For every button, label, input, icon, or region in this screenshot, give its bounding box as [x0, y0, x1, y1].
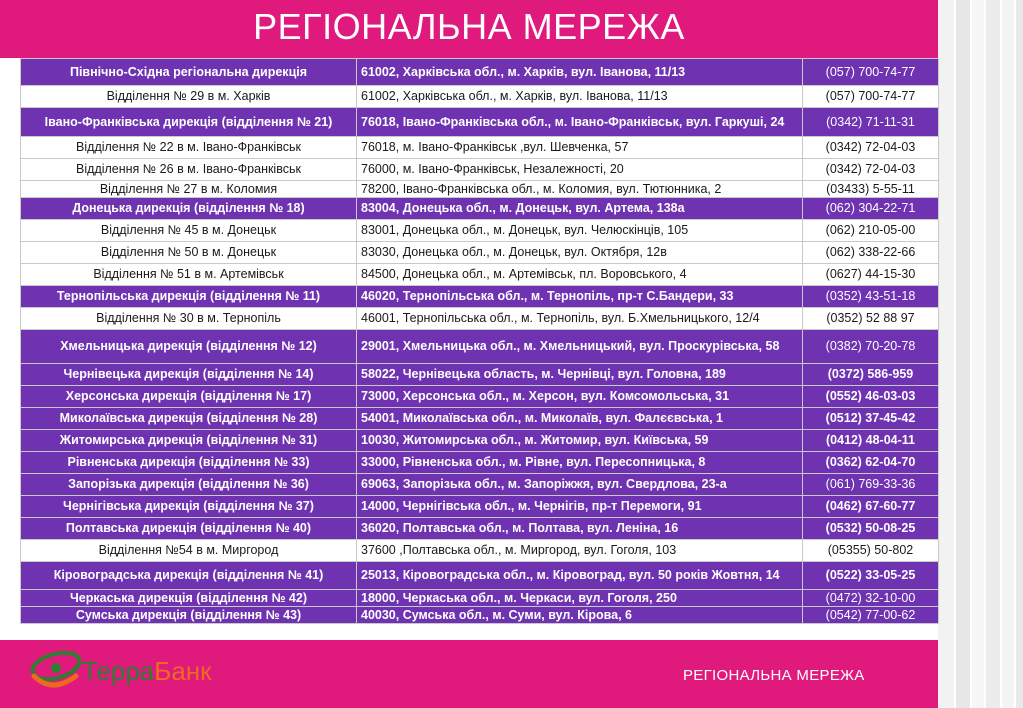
directorate-row [21, 286, 939, 308]
row-phone: (0522) 33-05-25 [803, 562, 939, 590]
row-address: 36020, Полтавська обл., м. Полтава, вул. Леніна, 16 [357, 518, 803, 540]
row-name: Відділення № 51 в м. Артемівськ [21, 264, 357, 286]
row-name: Відділення №54 в м. Миргород [21, 540, 357, 562]
row-address: 83030, Донецька обл., м. Донецьк, вул. Октября, 12в [357, 242, 803, 264]
row-address: 76018, Івано-Франківська обл., м. Івано-Франківськ, вул. Гаркуші, 24 [357, 108, 803, 137]
branch-row [21, 242, 939, 264]
row-name: Черкаська дирекція (відділення № 42) [21, 590, 357, 607]
branch-row [21, 264, 939, 286]
directorate-row [21, 59, 939, 86]
row-phone: (0342) 72-04-03 [803, 159, 939, 181]
directorate-row [21, 607, 939, 624]
row-name: Відділення № 45 в м. Донецьк [21, 220, 357, 242]
row-name: Чернівецька дирекція (відділення № 14) [21, 364, 357, 386]
directorate-row [21, 430, 939, 452]
row-address: 46001, Тернопільська обл., м. Тернопіль, вул. Б.Хмельницького, 12/4 [357, 308, 803, 330]
row-phone: (0382) 70-20-78 [803, 330, 939, 364]
row-address: 78200, Івано-Франківська обл., м. Коломия, вул. Тютюнника, 2 [357, 181, 803, 198]
row-address: 58022, Чернівецька область, м. Чернівці, вул. Головна, 189 [357, 364, 803, 386]
row-phone: (03433) 5-55-11 [803, 181, 939, 198]
decorative-stripes [938, 0, 1023, 708]
row-address: 54001, Миколаївська обл., м. Миколаїв, вул. Фалєєвська, 1 [357, 408, 803, 430]
row-name: Відділення № 26 в м. Івано-Франківськ [21, 159, 357, 181]
page-title: РЕГІОНАЛЬНА МЕРЕЖА [253, 6, 685, 47]
branch-row [21, 159, 939, 181]
directorate-row [21, 496, 939, 518]
row-name: Кіровоградська дирекція (відділення № 41) [21, 562, 357, 590]
row-phone: (0372) 586-959 [803, 364, 939, 386]
footer-label: РЕГІОНАЛЬНА МЕРЕЖА [683, 667, 865, 684]
row-address: 37600 ,Полтавська обл., м. Миргород, вул. Гоголя, 103 [357, 540, 803, 562]
row-address: 73000, Херсонська обл., м. Херсон, вул. Комсомольська, 31 [357, 386, 803, 408]
row-phone: (057) 700-74-77 [803, 86, 939, 108]
row-address: 83004, Донецька обл., м. Донецьк, вул. Артема, 138а [357, 198, 803, 220]
row-address: 33000, Рівненська обл., м. Рівне, вул. Пересопницька, 8 [357, 452, 803, 474]
directorate-row [21, 386, 939, 408]
row-phone: (0532) 50-08-25 [803, 518, 939, 540]
row-phone: (0472) 32-10-00 [803, 590, 939, 607]
row-phone: (0412) 48-04-11 [803, 430, 939, 452]
directorate-row [21, 108, 939, 137]
row-phone: (0542) 77-00-62 [803, 607, 939, 624]
row-name: Житомирська дирекція (відділення № 31) [21, 430, 357, 452]
row-name: Північно-Східна регіональна дирекція [21, 59, 357, 86]
row-name: Запорізька дирекція (відділення № 36) [21, 474, 357, 496]
row-name: Відділення № 50 в м. Донецьк [21, 242, 357, 264]
row-name: Хмельницька дирекція (відділення № 12) [21, 330, 357, 364]
row-phone: (0512) 37-45-42 [803, 408, 939, 430]
directorate-row [21, 452, 939, 474]
row-phone: (0352) 52 88 97 [803, 308, 939, 330]
row-address: 29001, Хмельницька обл., м. Хмельницький, вул. Проскурівська, 58 [357, 330, 803, 364]
directorate-row [21, 590, 939, 607]
directorate-row [21, 562, 939, 590]
row-phone: (062) 210-05-00 [803, 220, 939, 242]
row-address: 76000, м. Івано-Франківськ, Незалежності, 20 [357, 159, 803, 181]
row-name: Відділення № 29 в м. Харків [21, 86, 357, 108]
directorate-row [21, 474, 939, 496]
row-name: Тернопільська дирекція (відділення № 11) [21, 286, 357, 308]
row-phone: (057) 700-74-77 [803, 59, 939, 86]
row-address: 14000, Чернігівська обл., м. Чернігів, пр-т Перемоги, 91 [357, 496, 803, 518]
branch-row [21, 220, 939, 242]
row-phone: (0552) 46-03-03 [803, 386, 939, 408]
row-name: Відділення № 30 в м. Тернопіль [21, 308, 357, 330]
row-phone: (05355) 50-802 [803, 540, 939, 562]
branch-row [21, 540, 939, 562]
row-address: 76018, м. Івано-Франківськ ,вул. Шевченка, 57 [357, 137, 803, 159]
row-name: Відділення № 27 в м. Коломия [21, 181, 357, 198]
row-phone: (0462) 67-60-77 [803, 496, 939, 518]
row-name: Донецька дирекція (відділення № 18) [21, 198, 357, 220]
directorate-row [21, 198, 939, 220]
row-name: Сумська дирекція (відділення № 43) [21, 607, 357, 624]
logo-text: ТерраБанк [82, 656, 212, 686]
row-phone: (061) 769-33-36 [803, 474, 939, 496]
row-address: 61002, Харківська обл., м. Харків, вул. Іванова, 11/13 [357, 86, 803, 108]
row-phone: (062) 304-22-71 [803, 198, 939, 220]
row-phone: (0352) 43-51-18 [803, 286, 939, 308]
branch-row [21, 137, 939, 159]
branch-row [21, 86, 939, 108]
row-name: Миколаївська дирекція (відділення № 28) [21, 408, 357, 430]
directorate-row [21, 330, 939, 364]
directorate-row [21, 364, 939, 386]
directorate-row [21, 518, 939, 540]
row-name: Херсонська дирекція (відділення № 17) [21, 386, 357, 408]
row-address: 46020, Тернопільська обл., м. Тернопіль, пр-т С.Бандери, 33 [357, 286, 803, 308]
row-address: 40030, Сумська обл., м. Суми, вул. Кірова, 6 [357, 607, 803, 624]
row-address: 61002, Харківська обл., м. Харків, вул. Іванова, 11/13 [357, 59, 803, 86]
row-name: Івано-Франківська дирекція (відділення № 21) [21, 108, 357, 137]
row-phone: (0342) 71-11-31 [803, 108, 939, 137]
row-address: 84500, Донецька обл., м. Артемівськ, пл. Воровського, 4 [357, 264, 803, 286]
row-name: Чернігівська дирекція (відділення № 37) [21, 496, 357, 518]
row-name: Відділення № 22 в м. Івано-Франківськ [21, 137, 357, 159]
row-name: Рівненська дирекція (відділення № 33) [21, 452, 357, 474]
branch-table-wrapper [20, 58, 938, 640]
row-address: 25013, Кіровоградська обл., м. Кіровоград, вул. 50 років Жовтня, 14 [357, 562, 803, 590]
row-phone: (0342) 72-04-03 [803, 137, 939, 159]
branch-table [20, 58, 939, 624]
branch-row [21, 308, 939, 330]
row-address: 69063, Запорізька обл., м. Запоріжжя, вул. Свердлова, 23-а [357, 474, 803, 496]
row-phone: (062) 338-22-66 [803, 242, 939, 264]
row-name: Полтавська дирекція (відділення № 40) [21, 518, 357, 540]
row-phone: (0362) 62-04-70 [803, 452, 939, 474]
row-address: 83001, Донецька обл., м. Донецьк, вул. Челюскінців, 105 [357, 220, 803, 242]
branch-row [21, 181, 939, 198]
row-phone: (0627) 44-15-30 [803, 264, 939, 286]
row-address: 18000, Черкаська обл., м. Черкаси, вул. Гоголя, 250 [357, 590, 803, 607]
directorate-row [21, 408, 939, 430]
row-address: 10030, Житомирська обл., м. Житомир, вул. Київська, 59 [357, 430, 803, 452]
